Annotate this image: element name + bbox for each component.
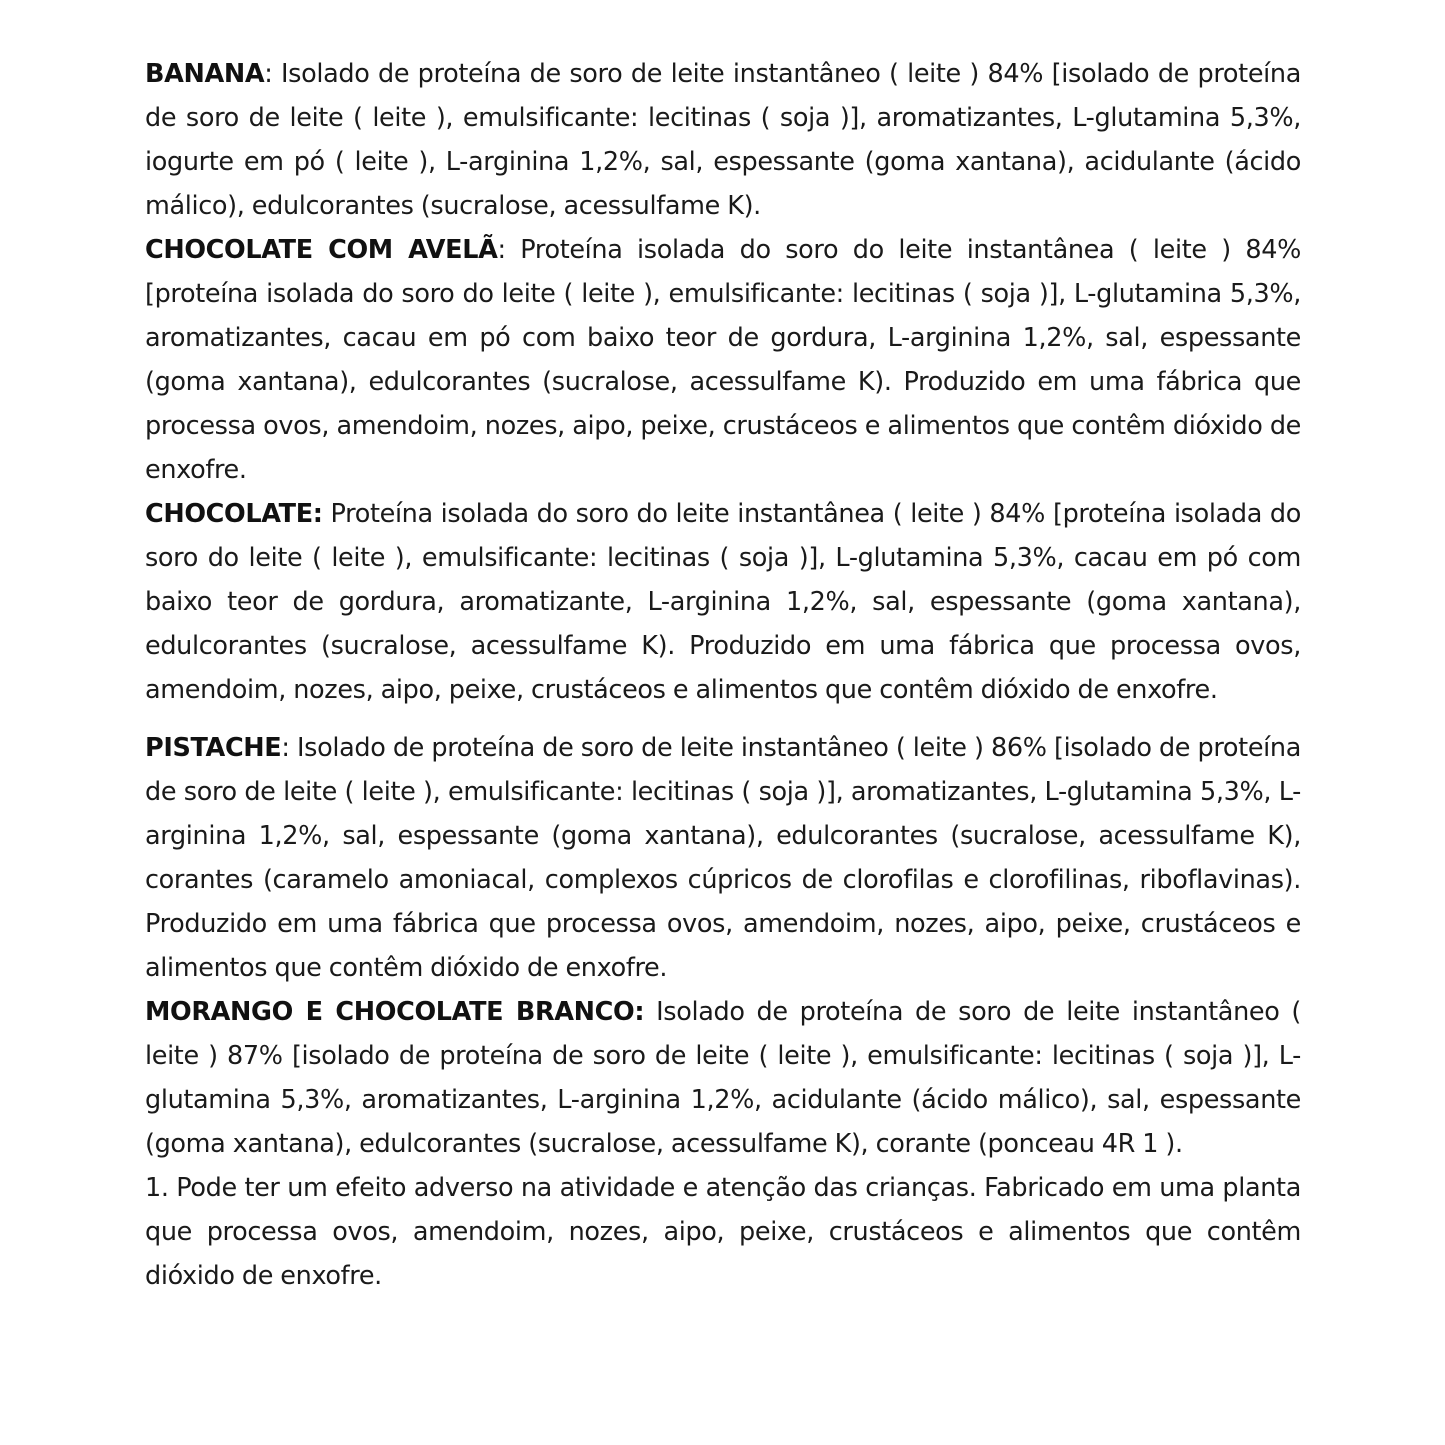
flavor-name-chocolate-com-avela: CHOCOLATE COM AVELÃ <box>145 235 498 265</box>
ingredients-text-banana: Isolado de proteína de soro de leite instantâneo ( leite ) 84% [isolado de proteína de soro de leite ( leite ), emulsificante: lecitinas ( soja )], aromatizantes, L-glutamina 5,3%, iogurte em pó ( leite ), L-arginina 1,2%, sal, espessante (goma xantana), acidulante (ácido málico), edulcorantes (sucralose, acessulfame K). <box>145 59 1301 221</box>
flavor-separator: : <box>264 59 273 89</box>
ingredients-text-chocolate-com-avela: Proteína isolada do soro do leite instantânea ( leite ) 84% [proteína isolada do soro do leite ( leite ), emulsificante: lecitinas ( soja )], L-glutamina 5,3%, aromatizantes, cacau em pó com baixo teor de gordura, L-arginina 1,2%, sal, espessante (goma xantana), edulcorantes (sucralose, acessulfame K). Produzido em uma fábrica que processa ovos, amendoim, nozes, aipo, peixe, crustáceos e alimentos que contêm dióxido de enxofre. <box>145 235 1301 485</box>
flavor-name-banana: BANANA <box>145 59 265 89</box>
flavor-separator: : <box>497 235 506 265</box>
ingredients-pistache <box>145 726 1301 990</box>
flavor-name-pistache: PISTACHE <box>145 733 282 763</box>
flavor-separator: : <box>281 733 290 763</box>
ingredients-text-chocolate: Proteína isolada do soro do leite instantânea ( leite ) 84% [proteína isolada do soro do leite ( leite ), emulsificante: lecitinas ( soja )], L-glutamina 5,3%, cacau em pó com baixo teor de gordura, aromatizante, L-arginina 1,2%, sal, espessante (goma xantana), edulcorantes (sucralose, acessulfame K). Produzido em uma fábrica que processa ovos, amendoim, nozes, aipo, peixe, crustáceos e alimentos que contêm dióxido de enxofre. <box>145 499 1301 705</box>
ingredients-chocolate-com-avela <box>145 228 1301 492</box>
ingredients-document <box>145 52 1301 1298</box>
footnote: 1. Pode ter um efeito adverso na atividade e atenção das crianças. Fabricado em uma planta que processa ovos, amendoim, nozes, aipo, peixe, crustáceos e alimentos que contêm dióxido de enxofre. <box>145 1173 1301 1291</box>
flavor-name-morango-e-chocolate-branco: MORANGO E CHOCOLATE BRANCO: <box>145 997 645 1027</box>
ingredients-text-pistache: Isolado de proteína de soro de leite instantâneo ( leite ) 86% [isolado de proteína de soro de leite ( leite ), emulsificante: lecitinas ( soja )], aromatizantes, L-glutamina 5,3%, L-arginina 1,2%, sal, espessante (goma xantana), edulcorantes (sucralose, acessulfame K), corantes (caramelo amoniacal, complexos cúpricos de clorofilas e clorofilinas, riboflavinas). Produzido em uma fábrica que processa ovos, amendoim, nozes, aipo, peixe, crustáceos e alimentos que contêm dióxido de enxofre. <box>145 733 1301 983</box>
ingredients-morango-e-chocolate-branco <box>145 990 1301 1166</box>
ingredients-banana <box>145 52 1301 228</box>
flavor-name-chocolate: CHOCOLATE: <box>145 499 323 529</box>
ingredients-text-morango-e-chocolate-branco: Isolado de proteína de soro de leite instantâneo ( leite ) 87% [isolado de proteína de soro de leite ( leite ), emulsificante: lecitinas ( soja )], L-glutamina 5,3%, aromatizantes, L-arginina 1,2%, acidulante (ácido málico), sal, espessante (goma xantana), edulcorantes (sucralose, acessulfame K), corante (ponceau 4R 1 ). <box>145 997 1302 1159</box>
ingredients-chocolate <box>145 492 1301 712</box>
